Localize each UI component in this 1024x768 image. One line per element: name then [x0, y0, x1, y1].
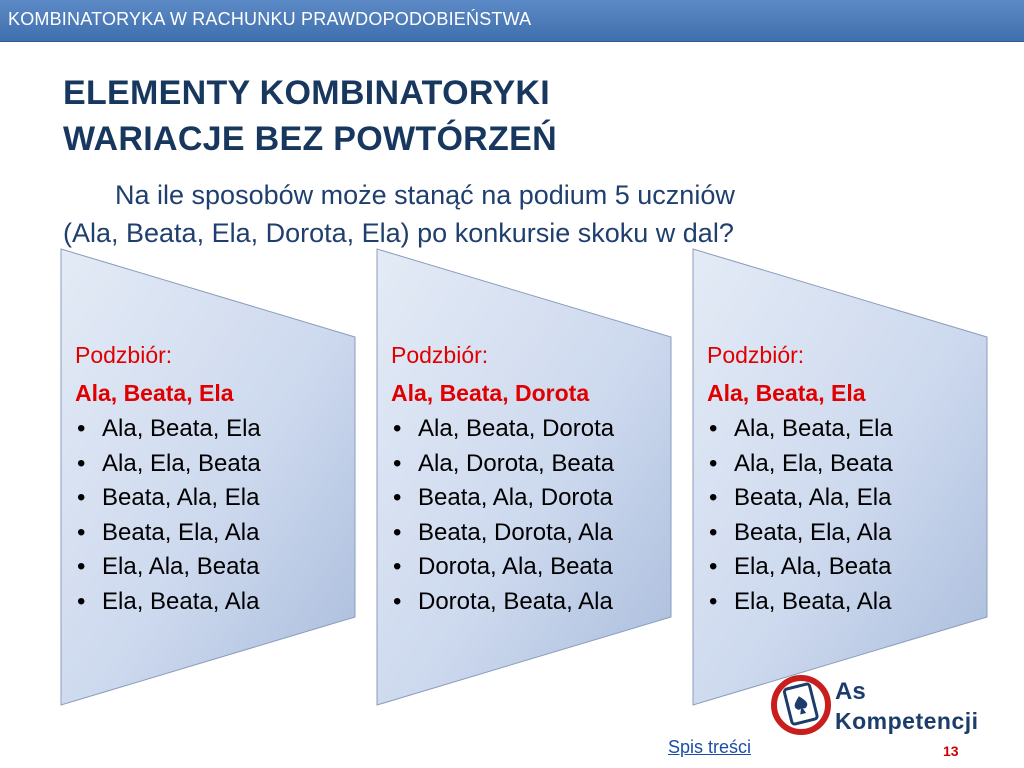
question-line1: Na ile sposobów może stanąć na podium 5 uczniów [115, 180, 735, 210]
panel-1-subset: Ala, Beata, Ela [75, 380, 234, 406]
table-of-contents-link[interactable]: Spis treści [668, 737, 752, 757]
list-item: • Ala, Beata, Dorota [393, 415, 615, 442]
page-number: 13 [943, 743, 959, 759]
panel-1-label: Podzbiór: [75, 342, 173, 368]
list-item: • Ala, Beata, Ela [77, 415, 261, 442]
list-item: • Ala, Dorota, Beata [393, 449, 615, 477]
panel-3-subset: Ala, Beata, Ela [707, 380, 866, 406]
list-item: • Ela, Ala, Beata [709, 553, 892, 580]
panel-2-list [391, 412, 681, 619]
list-item: • Beata, Ala, Ela [77, 484, 260, 511]
list-item: • Beata, Ala, Ela [709, 484, 892, 511]
list-item: • Ela, Beata, Ala [77, 587, 260, 615]
panel-1-list [75, 412, 365, 619]
panel-2 [391, 336, 681, 619]
slide-title-line1: ELEMENTY KOMBINATORYKI [63, 74, 551, 112]
list-item: • Ela, Beata, Ala [709, 587, 892, 615]
panel-1 [75, 336, 365, 619]
list-item: • Beata, Ela, Ala [77, 518, 260, 546]
list-item: • Ala, Beata, Ela [709, 415, 893, 442]
list-item: • Ala, Ela, Beata [709, 449, 893, 477]
header-title: KOMBINATORYKA W RACHUNKU PRAWDOPODOBIEŃSTWA [8, 9, 532, 29]
panel-3 [707, 336, 997, 619]
panel-2-subset: Ala, Beata, Dorota [391, 380, 590, 406]
list-item: • Beata, Ela, Ala [709, 518, 892, 546]
list-item: • Ela, Ala, Beata [77, 553, 260, 580]
ace-card-logo-icon [768, 672, 832, 736]
list-item: • Dorota, Beata, Ala [393, 587, 613, 615]
slide-title-line2: WARIACJE BEZ POWTÓRZEŃ [63, 120, 557, 158]
list-item: • Dorota, Ala, Beata [393, 553, 613, 580]
list-item: • Ala, Ela, Beata [77, 449, 261, 477]
panel-3-label: Podzbiór: [707, 342, 805, 368]
list-item: • Beata, Dorota, Ala [393, 518, 613, 546]
panel-3-list [707, 412, 997, 619]
logo-line2: Kompetencji [835, 708, 979, 734]
list-item: • Beata, Ala, Dorota [393, 484, 613, 511]
panel-2-label: Podzbiór: [391, 342, 489, 368]
logo-line1: As [835, 678, 866, 705]
question-line2: (Ala, Beata, Ela, Dorota, Ela) po konkursie skoku w dal? [63, 218, 734, 248]
